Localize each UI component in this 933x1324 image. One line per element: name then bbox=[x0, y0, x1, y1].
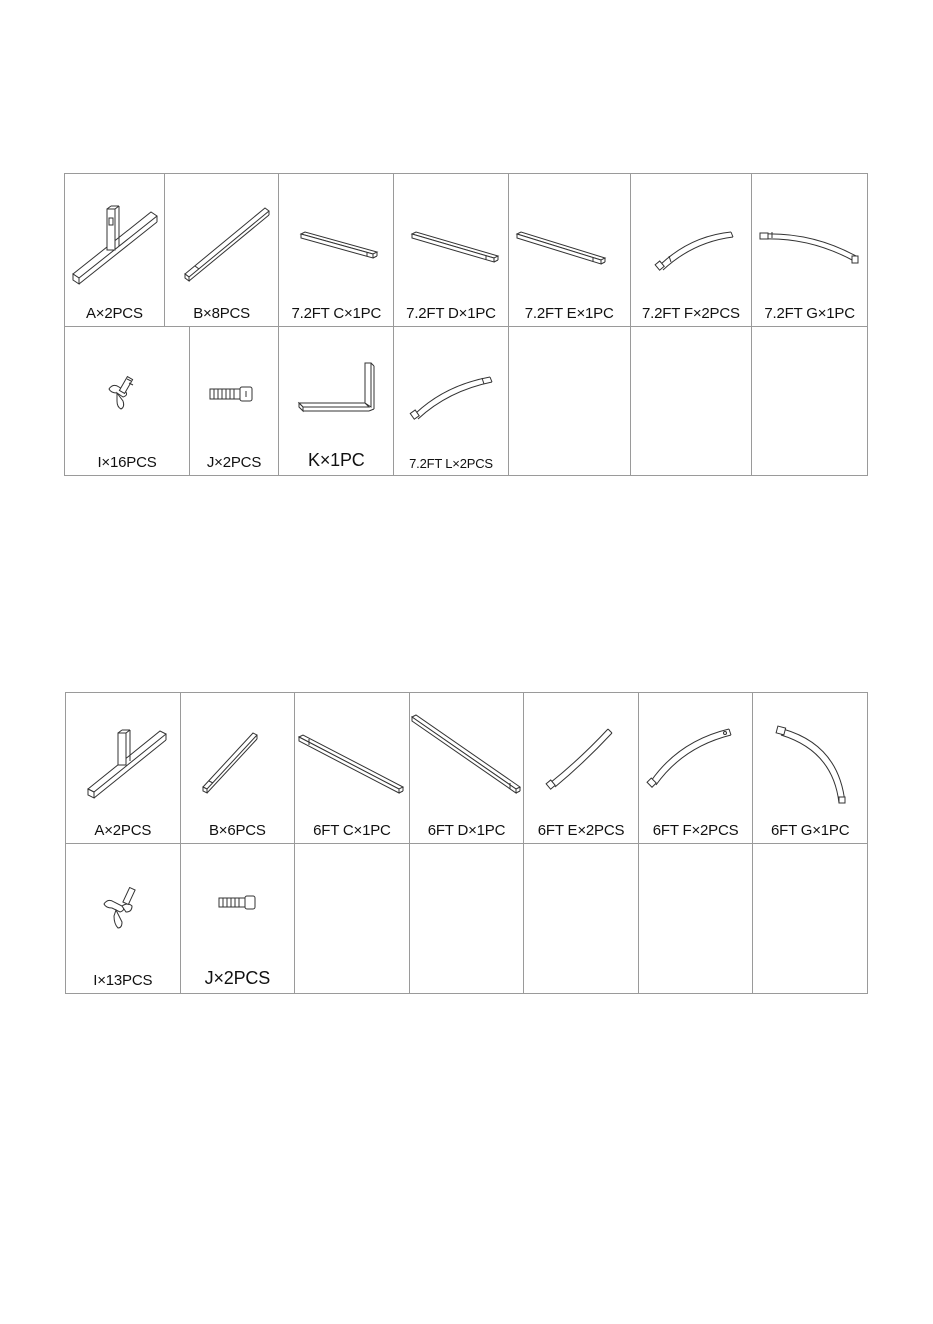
parts-table-6ft bbox=[65, 692, 868, 994]
part-label: K×1PC bbox=[308, 450, 365, 470]
part-label: 6FT C×1PC bbox=[313, 822, 391, 839]
part-label: B×6PCS bbox=[208, 822, 266, 839]
part-cell-f bbox=[630, 174, 752, 327]
part-cell-d bbox=[409, 693, 524, 844]
empty-cell bbox=[752, 327, 868, 476]
empty-cell bbox=[409, 844, 524, 994]
curved-tube-icon bbox=[752, 174, 867, 304]
part-cell-c bbox=[295, 693, 410, 844]
part-cell-g bbox=[753, 693, 868, 844]
bolt-icon bbox=[181, 844, 295, 964]
wing-screw-icon bbox=[65, 327, 189, 447]
part-label: I×16PCS bbox=[97, 454, 157, 471]
part-label: J×2PCS bbox=[206, 454, 262, 471]
part-cell-e bbox=[508, 174, 630, 327]
empty-cell bbox=[630, 327, 752, 476]
part-cell-i-j bbox=[65, 327, 279, 476]
part-label: 6FT E×2PCS bbox=[537, 822, 625, 839]
allen-key-icon bbox=[279, 327, 393, 447]
part-cell-i bbox=[66, 844, 181, 994]
part-cell-e bbox=[524, 693, 639, 844]
empty-cell bbox=[753, 844, 868, 994]
part-label: A×2PCS bbox=[86, 305, 143, 322]
part-label: 7.2FT C×1PC bbox=[291, 305, 382, 322]
part-cell-l bbox=[394, 327, 509, 476]
bolt-icon bbox=[190, 327, 278, 447]
curved-tube-icon bbox=[631, 174, 752, 304]
part-label: 6FT G×1PC bbox=[771, 822, 850, 839]
part-label: B×8PCS bbox=[193, 305, 250, 322]
short-tube-icon bbox=[394, 174, 508, 304]
part-cell-j bbox=[180, 844, 295, 994]
t-base-icon bbox=[65, 174, 164, 304]
empty-cell bbox=[524, 844, 639, 994]
part-cell-d bbox=[394, 174, 509, 327]
part-cell-b bbox=[180, 693, 295, 844]
empty-cell bbox=[638, 844, 753, 994]
part-cell-f bbox=[638, 693, 753, 844]
part-cell-c bbox=[279, 174, 394, 327]
empty-cell bbox=[295, 844, 410, 994]
straight-tube-icon bbox=[295, 693, 409, 823]
curved-tube-icon bbox=[753, 693, 867, 823]
part-cell-j bbox=[190, 327, 278, 475]
curved-tube-icon bbox=[639, 693, 753, 823]
part-cell-b bbox=[164, 174, 279, 327]
part-label: 7.2FT F×2PCS bbox=[642, 305, 740, 322]
part-cell-i bbox=[65, 327, 189, 475]
part-label: 7.2FT E×1PC bbox=[524, 305, 614, 322]
straight-tube-icon bbox=[410, 693, 524, 823]
t-base-icon bbox=[66, 693, 180, 823]
part-label: 7.2FT G×1PC bbox=[764, 305, 855, 322]
short-tube-icon bbox=[279, 174, 393, 304]
part-label: I×13PCS bbox=[93, 972, 153, 989]
part-label: 6FT F×2PCS bbox=[652, 822, 739, 839]
straight-tube-icon bbox=[181, 693, 295, 823]
part-cell-k bbox=[279, 327, 394, 476]
part-label: 7.2FT D×1PC bbox=[406, 305, 496, 322]
part-label: J×2PCS bbox=[204, 968, 271, 988]
part-label: A×2PCS bbox=[94, 822, 152, 839]
parts-table-72ft bbox=[64, 173, 868, 476]
part-cell-g bbox=[752, 174, 868, 327]
wing-screw-icon bbox=[66, 844, 180, 964]
empty-cell bbox=[508, 327, 630, 476]
part-cell-a bbox=[65, 174, 165, 327]
straight-tube-icon bbox=[165, 174, 279, 304]
part-label: 6FT D×1PC bbox=[427, 822, 506, 839]
curved-tube-icon bbox=[394, 327, 508, 447]
part-cell-a bbox=[66, 693, 181, 844]
part-label: 7.2FT L×2PCS bbox=[409, 456, 493, 471]
short-tube-icon bbox=[509, 174, 630, 304]
curved-tube-icon bbox=[524, 693, 638, 823]
